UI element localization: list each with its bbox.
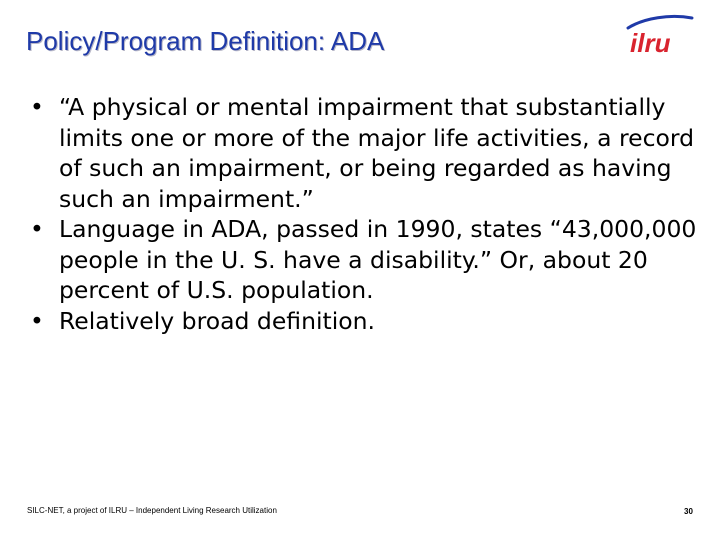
slide-title: Policy/Program Definition: ADA [26,26,385,56]
bullet-item [30,306,700,337]
bullet-text: Language in ADA, passed in 1990, states “43,000,000 people in the U. S. have a disability.” Or, about 20 percent of U.S. population. [59,215,697,304]
ilru-logo [622,12,696,60]
bullet-item [30,92,700,214]
footer-credit: SILC-NET, a project of ILRU – Independent Living Research Utilization [27,506,277,515]
bullet-item [30,214,700,306]
logo-text: ilru [630,28,671,58]
bullet-icon: • [30,215,44,243]
bullet-text: “A physical or mental impairment that substantially limits one or more of the major life activities, a record of such an impairment, or being regarded as having such an impairment.” [59,93,695,213]
bullet-icon: • [30,93,44,121]
bullet-list [30,92,700,336]
page-number: 30 [684,507,693,516]
bullet-text: Relatively broad definition. [59,306,375,335]
bullet-icon: • [30,306,44,335]
